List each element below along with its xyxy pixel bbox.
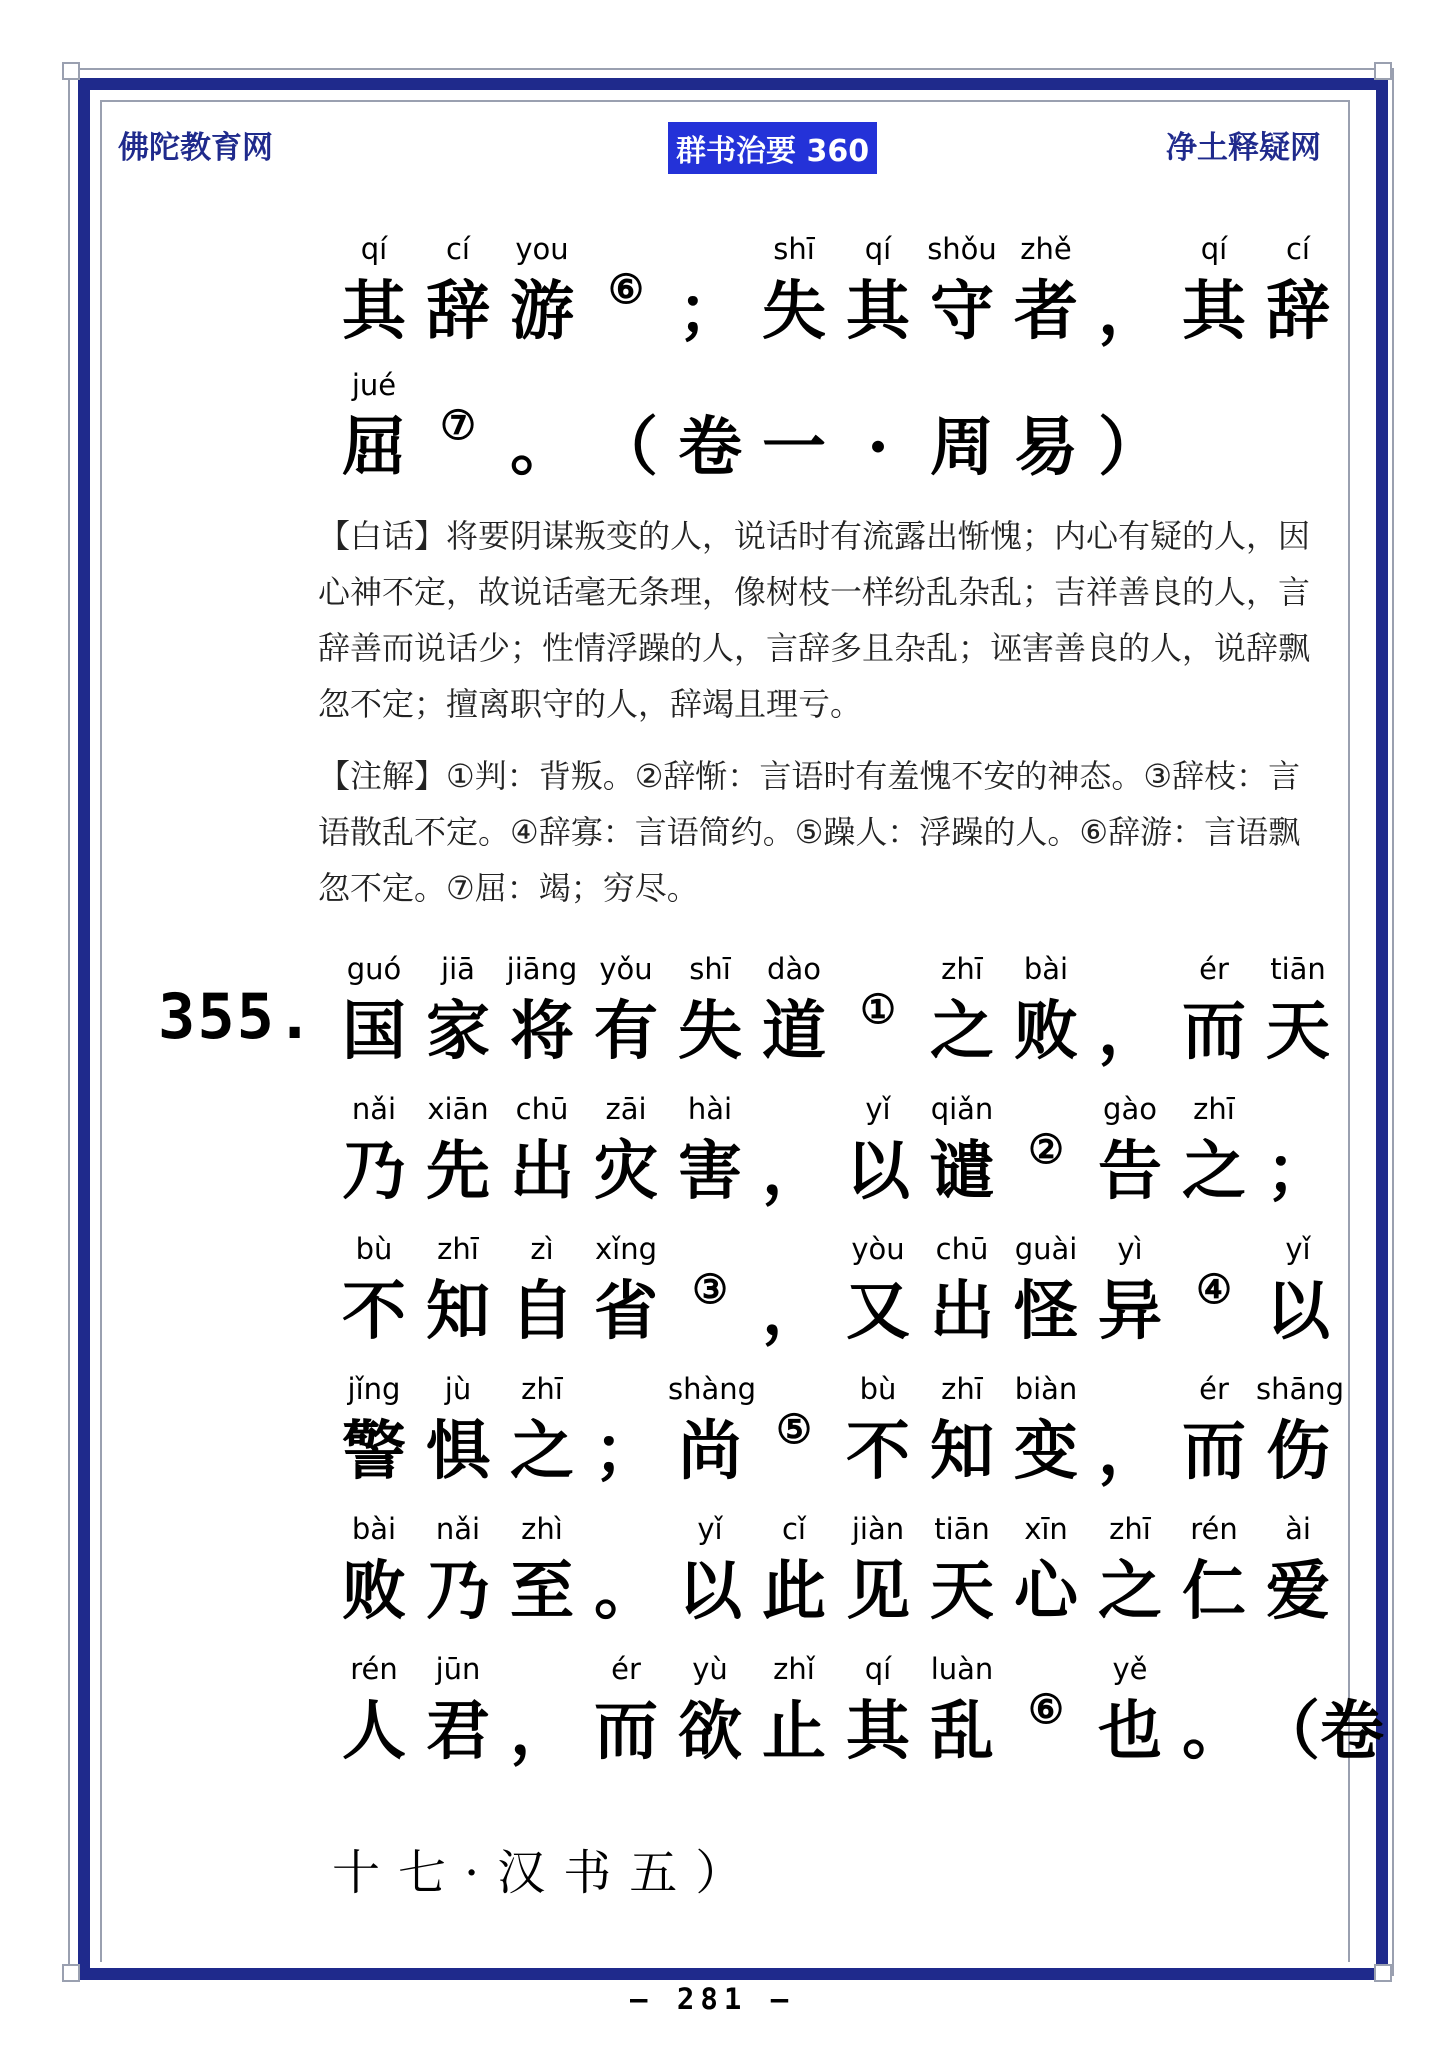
pinyin: tiān — [1270, 952, 1326, 986]
pinyin: nǎi — [351, 1092, 397, 1126]
hanzi: 止 — [762, 1694, 826, 1769]
header-left-site: 佛陀教育网 — [118, 130, 273, 166]
ruby-cell — [1088, 368, 1172, 498]
hanzi: ， — [510, 1694, 574, 1769]
ruby-cell — [920, 1232, 1004, 1362]
hanzi: 谴 — [930, 1134, 994, 1209]
hanzi: 之 — [510, 1414, 574, 1489]
pinyin: zhě — [1020, 232, 1072, 266]
hanzi: 尚 — [678, 1414, 742, 1489]
ruby-cell — [1256, 1652, 1384, 1782]
hanzi: 欲 — [678, 1694, 742, 1769]
ruby-cell — [836, 1512, 920, 1642]
ruby-cell — [668, 952, 752, 1082]
ruby-cell — [584, 1512, 668, 1642]
ruby-line — [332, 368, 1302, 498]
hanzi: ③ — [692, 1266, 728, 1313]
ruby-cell — [836, 232, 920, 362]
hanzi: 以 — [1266, 1274, 1330, 1349]
ruby-cell — [836, 1092, 920, 1222]
hanzi: 之 — [1098, 1554, 1162, 1629]
pinyin: nǎi — [435, 1512, 481, 1546]
hanzi: 而 — [594, 1694, 658, 1769]
pinyin: qí — [360, 232, 388, 266]
ruby-cell — [416, 1512, 500, 1642]
pinyin: yì — [1117, 1232, 1143, 1266]
hanzi: 周 — [930, 410, 994, 485]
hanzi: 卷 — [678, 410, 742, 485]
ruby-cell — [668, 1652, 752, 1782]
pinyin: ér — [1199, 1372, 1229, 1406]
ruby-line — [332, 1652, 1384, 1782]
hanzi: 灾 — [594, 1134, 658, 1209]
pinyin: rén — [350, 1652, 398, 1686]
hanzi: 知 — [930, 1414, 994, 1489]
hanzi: 不 — [342, 1274, 406, 1349]
hanzi: 而 — [1182, 1414, 1246, 1489]
ruby-line — [332, 1372, 1345, 1502]
hanzi: 失 — [678, 994, 742, 1069]
ruby-line — [332, 1512, 1330, 1642]
pinyin: shǒu — [927, 232, 997, 266]
ruby-cell — [1004, 1652, 1088, 1782]
ruby-cell — [1004, 368, 1088, 498]
hanzi: 易 — [1014, 410, 1078, 485]
pinyin: xǐng — [594, 1232, 657, 1266]
pinyin: jǐng — [347, 1372, 401, 1406]
pinyin: jiàn — [851, 1512, 905, 1546]
pinyin: gào — [1103, 1092, 1157, 1126]
ruby-cell — [1004, 232, 1088, 362]
hanzi: ② — [1028, 1126, 1064, 1173]
pinyin: bù — [859, 1372, 897, 1406]
ruby-cell — [500, 368, 584, 498]
ruby-cell — [1256, 1512, 1340, 1642]
hanzi: 一 — [762, 410, 826, 485]
pinyin: yù — [692, 1652, 728, 1686]
hanzi: 先 — [426, 1134, 490, 1209]
hanzi: ， — [762, 1274, 826, 1349]
ruby-cell — [500, 1652, 584, 1782]
hanzi: 乃 — [426, 1554, 490, 1629]
ruby-cell — [920, 1652, 1004, 1782]
hanzi: 害 — [678, 1134, 742, 1209]
ruby-cell — [500, 1092, 584, 1222]
pinyin: xiān — [427, 1092, 489, 1126]
ruby-cell — [1088, 952, 1172, 1082]
pinyin: rén — [1190, 1512, 1238, 1546]
ruby-cell — [416, 1372, 500, 1502]
ruby-cell — [920, 1092, 1004, 1222]
hanzi: 见 — [846, 1554, 910, 1629]
hanzi: （ — [594, 410, 658, 485]
frame-corner — [62, 62, 80, 80]
hanzi: 伤 — [1266, 1414, 1330, 1489]
pinyin: zhī — [941, 952, 983, 986]
hanzi: ⑤ — [776, 1406, 812, 1453]
ruby-cell — [500, 1372, 584, 1502]
hanzi: 以 — [678, 1554, 742, 1629]
ruby-cell — [920, 1512, 1004, 1642]
hanzi: 失 — [762, 274, 826, 349]
ruby-cell — [416, 1092, 500, 1222]
hanzi: 爱 — [1266, 1554, 1330, 1629]
ruby-cell — [836, 1652, 920, 1782]
ruby-cell — [1088, 1372, 1172, 1502]
ruby-cell — [416, 232, 500, 362]
hanzi: 又 — [846, 1274, 910, 1349]
hanzi: 其 — [846, 1694, 910, 1769]
ruby-cell — [836, 952, 920, 1082]
ruby-cell — [1172, 1092, 1256, 1222]
hanzi: 其 — [846, 274, 910, 349]
ruby-cell — [500, 1512, 584, 1642]
pinyin: zhī — [1193, 1092, 1235, 1126]
pinyin: chū — [515, 1092, 569, 1126]
ruby-cell — [1004, 1512, 1088, 1642]
zhujie-paragraph: 【注解】①判：背叛。②辞惭：言语时有羞愧不安的神态。③辞枝：言语散乱不定。④辞寡：言语简约。⑤躁人：浮躁的人。⑥辞游：言语飘忽不定。⑦屈：竭；穷尽。 — [318, 757, 1301, 907]
ruby-cell — [752, 1092, 836, 1222]
pinyin: ér — [611, 1652, 641, 1686]
ruby-cell — [332, 1092, 416, 1222]
ruby-cell — [752, 1372, 836, 1502]
hanzi: ； — [678, 274, 742, 349]
ruby-cell — [920, 368, 1004, 498]
ruby-cell — [1256, 1372, 1345, 1502]
pinyin: tiān — [934, 1512, 990, 1546]
pinyin: yǐ — [697, 1512, 723, 1546]
ruby-cell — [332, 952, 416, 1082]
ruby-cell — [752, 1652, 836, 1782]
hanzi: 也 — [1098, 1694, 1162, 1769]
ruby-line — [332, 952, 1330, 1082]
hanzi: 辞 — [426, 274, 490, 349]
hanzi: 此 — [762, 1554, 826, 1629]
ruby-cell — [584, 1652, 668, 1782]
ruby-cell — [1172, 952, 1256, 1082]
hanzi: ④ — [1196, 1266, 1232, 1313]
ruby-cell — [668, 1092, 752, 1222]
hanzi: 败 — [342, 1554, 406, 1629]
ruby-cell — [500, 232, 584, 362]
pinyin: hài — [687, 1092, 733, 1126]
pinyin: biàn — [1014, 1372, 1078, 1406]
pinyin: zhì — [521, 1512, 563, 1546]
pinyin: bài — [351, 1512, 397, 1546]
pinyin: qí — [864, 232, 892, 266]
hanzi: 以 — [846, 1134, 910, 1209]
hanzi: 不 — [846, 1414, 910, 1489]
ruby-cell — [752, 368, 836, 498]
hanzi: 君 — [426, 1694, 490, 1769]
ruby-cell — [668, 232, 752, 362]
pinyin: yě — [1112, 1652, 1148, 1686]
hanzi: 。 — [1182, 1694, 1246, 1769]
ruby-cell — [668, 368, 752, 498]
pinyin: guó — [346, 952, 402, 986]
hanzi: ， — [1098, 274, 1162, 349]
pinyin: qiǎn — [930, 1092, 994, 1126]
hanzi: 游 — [510, 274, 574, 349]
pinyin: zāi — [605, 1092, 647, 1126]
hanzi: 怪 — [1014, 1274, 1078, 1349]
hanzi: 道 — [762, 994, 826, 1069]
pinyin: jūn — [435, 1652, 481, 1686]
pinyin: shāng — [1256, 1372, 1345, 1406]
hanzi: ） — [1098, 410, 1162, 485]
pinyin: jiā — [441, 952, 475, 986]
pinyin: zhī — [1109, 1512, 1151, 1546]
ruby-cell — [1004, 1092, 1088, 1222]
ruby-cell — [416, 368, 500, 498]
hanzi: ， — [762, 1134, 826, 1209]
hanzi: 知 — [426, 1274, 490, 1349]
frame-corner — [62, 1964, 80, 1982]
hanzi: 家 — [426, 994, 490, 1069]
pinyin: jiāng — [506, 952, 578, 986]
ruby-cell — [668, 1372, 757, 1502]
ruby-cell — [1004, 1232, 1088, 1362]
hanzi: （卷 — [1256, 1694, 1384, 1769]
pinyin: shàng — [668, 1372, 757, 1406]
hanzi: ① — [860, 986, 896, 1033]
hanzi: 至 — [510, 1554, 574, 1629]
pinyin: you — [515, 232, 569, 266]
hanzi: 败 — [1014, 994, 1078, 1069]
hanzi: 警 — [342, 1414, 406, 1489]
hanzi: ⑥ — [608, 266, 644, 313]
ruby-cell — [1256, 232, 1340, 362]
pinyin: ér — [1199, 952, 1229, 986]
pinyin: chū — [935, 1232, 989, 1266]
hanzi: 者 — [1014, 274, 1078, 349]
hanzi: 而 — [1182, 994, 1246, 1069]
ruby-cell — [920, 232, 1004, 362]
hanzi: 乃 — [342, 1134, 406, 1209]
pinyin: yòu — [851, 1232, 905, 1266]
pinyin: cí — [445, 232, 470, 266]
pinyin: cí — [1285, 232, 1310, 266]
pinyin: yǐ — [1285, 1232, 1311, 1266]
pinyin: ài — [1285, 1512, 1311, 1546]
pinyin: zhī — [437, 1232, 479, 1266]
hanzi: 将 — [510, 994, 574, 1069]
ruby-cell — [1256, 952, 1340, 1082]
ruby-cell — [500, 1232, 584, 1362]
ruby-line — [332, 1232, 1330, 1362]
ruby-cell — [584, 952, 668, 1082]
verse-number: 355. — [158, 980, 316, 1053]
pinyin: zhǐ — [773, 1652, 815, 1686]
ruby-cell — [752, 232, 836, 362]
pinyin: shī — [689, 952, 731, 986]
ruby-cell — [1088, 1232, 1172, 1362]
ruby-cell — [332, 1512, 416, 1642]
header-right-site: 净土释疑网 — [1166, 130, 1321, 166]
hanzi: 之 — [930, 994, 994, 1069]
hanzi: 乱 — [930, 1694, 994, 1769]
ruby-cell — [752, 1512, 836, 1642]
ruby-cell — [416, 1232, 500, 1362]
hanzi: 天 — [1266, 994, 1330, 1069]
hanzi: 出 — [930, 1274, 994, 1349]
pinyin: cǐ — [781, 1512, 806, 1546]
ruby-cell — [416, 952, 500, 1082]
ruby-cell — [584, 232, 668, 362]
ruby-cell — [1088, 1092, 1172, 1222]
hanzi: 辞 — [1266, 274, 1330, 349]
hanzi: 惧 — [426, 1414, 490, 1489]
pinyin: qí — [1200, 232, 1228, 266]
hanzi: · — [866, 410, 890, 485]
ruby-cell — [332, 232, 416, 362]
hanzi: 屈 — [342, 410, 406, 485]
ruby-cell — [836, 1372, 920, 1502]
baihua-paragraph: 【白话】将要阴谋叛变的人，说话时有流露出惭愧；内心有疑的人，因心神不定，故说话毫无条理，像树枝一样纷乱杂乱；吉祥善良的人，言辞善而说话少；性情浮躁的人，言辞多且杂乱；诬害善良的人，说辞飘忽不定；擅离职守的人，辞竭且理亏。 — [318, 517, 1311, 723]
ruby-cell — [1172, 232, 1256, 362]
hanzi: 。 — [510, 410, 574, 485]
pinyin: jué — [351, 368, 397, 402]
hanzi: 仁 — [1182, 1554, 1246, 1629]
ruby-cell — [332, 1232, 416, 1362]
page-number: – 281 – — [630, 1982, 795, 2016]
hanzi: 天 — [930, 1554, 994, 1629]
hanzi: 告 — [1098, 1134, 1162, 1209]
pinyin: zhī — [521, 1372, 563, 1406]
ruby-cell — [1004, 952, 1088, 1082]
hanzi: ； — [1266, 1134, 1330, 1209]
hanzi: ⑦ — [440, 402, 476, 449]
ruby-line — [332, 232, 1330, 362]
pinyin: dào — [767, 952, 821, 986]
ruby-cell — [1256, 1232, 1340, 1362]
ruby-cell — [920, 1372, 1004, 1502]
ruby-cell — [416, 1652, 500, 1782]
header-book-title: 群书治要 360 — [668, 122, 877, 174]
hanzi: 有 — [594, 994, 658, 1069]
ruby-cell — [584, 1232, 668, 1362]
hanzi: 。 — [594, 1554, 658, 1629]
hanzi: ， — [1098, 994, 1162, 1069]
hanzi: 之 — [1182, 1134, 1246, 1209]
ruby-cell — [584, 368, 668, 498]
ruby-cell — [1088, 232, 1172, 362]
ruby-cell — [668, 1512, 752, 1642]
pinyin: shī — [773, 232, 815, 266]
ruby-cell — [1004, 1372, 1088, 1502]
pinyin: zhī — [941, 1372, 983, 1406]
pinyin: xīn — [1024, 1512, 1068, 1546]
ruby-cell — [920, 952, 1004, 1082]
hanzi: 自 — [510, 1274, 574, 1349]
ruby-cell — [1172, 1372, 1256, 1502]
hanzi: 省 — [594, 1274, 658, 1349]
pinyin: zì — [530, 1232, 554, 1266]
ruby-cell — [584, 1372, 668, 1502]
ruby-cell — [1088, 1652, 1172, 1782]
hanzi: ； — [594, 1414, 658, 1489]
hanzi: 人 — [342, 1694, 406, 1769]
ruby-cell — [836, 368, 920, 498]
hanzi: 出 — [510, 1134, 574, 1209]
hanzi: ⑥ — [1028, 1686, 1064, 1733]
hanzi: 其 — [1182, 274, 1246, 349]
ruby-cell — [1172, 1652, 1256, 1782]
ruby-cell — [500, 952, 584, 1082]
frame-corner — [1374, 1964, 1392, 1982]
ruby-cell — [584, 1092, 668, 1222]
verse-2-source: 十七·汉书五） — [332, 1845, 762, 1901]
pinyin: bù — [355, 1232, 393, 1266]
pinyin: luàn — [930, 1652, 994, 1686]
ruby-cell — [1088, 1512, 1172, 1642]
ruby-cell — [332, 1372, 416, 1502]
ruby-cell — [668, 1232, 752, 1362]
pinyin: guài — [1014, 1232, 1078, 1266]
frame-corner — [1374, 62, 1392, 80]
pinyin: qí — [864, 1652, 892, 1686]
ruby-cell — [752, 1232, 836, 1362]
ruby-cell — [332, 1652, 416, 1782]
hanzi: 守 — [930, 274, 994, 349]
hanzi: 异 — [1098, 1274, 1162, 1349]
hanzi: 变 — [1014, 1414, 1078, 1489]
pinyin: jù — [444, 1372, 472, 1406]
hanzi: 心 — [1014, 1554, 1078, 1629]
hanzi: 国 — [342, 994, 406, 1069]
ruby-cell — [1172, 1512, 1256, 1642]
pinyin: yǒu — [599, 952, 653, 986]
pinyin: yǐ — [865, 1092, 891, 1126]
ruby-cell — [1172, 1232, 1256, 1362]
hanzi: 其 — [342, 274, 406, 349]
ruby-cell — [1256, 1092, 1340, 1222]
ruby-cell — [752, 952, 836, 1082]
hanzi: ， — [1098, 1414, 1162, 1489]
pinyin: bài — [1023, 952, 1069, 986]
ruby-line — [332, 1092, 1330, 1222]
ruby-cell — [836, 1232, 920, 1362]
ruby-cell — [332, 368, 416, 498]
